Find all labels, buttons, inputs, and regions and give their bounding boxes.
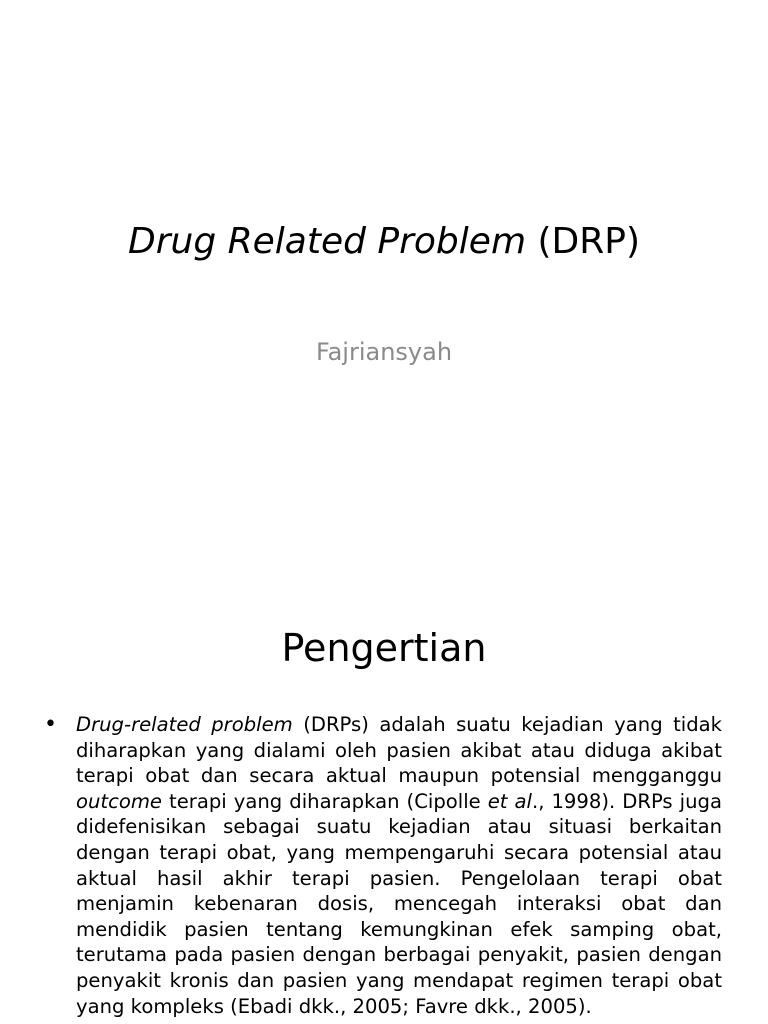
body-text-part: ., 1998). DRPs juga didefenisikan sebagai suatu kejadian atau situasi berkaitan dengan terapi obat, yang mempengaruhi secara potensial atau aktual hasil akhir terapi pasien. Pengelolaan terapi obat menjamin kebenaran dosis, mencegah interaksi obat dan mendidik pasien tentang kemungkinan efek samping obat, terutama pada pasien dengan berbagai penyakit, pasien dengan penyakit kronis dan pasien yang mendapat regimen terapi obat yang kompleks (Ebadi dkk., 2005; Favre dkk., 2005). bbox=[76, 789, 722, 1018]
bullet-marker: • bbox=[44, 712, 57, 737]
content-slide bbox=[0, 576, 768, 1024]
body-italic-etal: et al bbox=[487, 789, 532, 813]
slide-subtitle: Fajriansyah bbox=[315, 338, 453, 366]
body-paragraph bbox=[76, 712, 722, 1019]
body-italic-term: Drug-related problem bbox=[76, 713, 293, 736]
section-heading: Pengertian bbox=[281, 626, 487, 670]
body-italic-outcome: outcome bbox=[76, 789, 162, 813]
slide-title-plain: (DRP) bbox=[526, 221, 640, 262]
slide-title bbox=[0, 216, 768, 268]
body-text-part: terapi yang diharapkan (Cipolle bbox=[162, 789, 488, 813]
slide-title-italic: Drug Related Problem bbox=[127, 221, 527, 262]
body-text-part: (DRPs) adalah suatu kejadian yang tidak diharapkan yang dialami oleh pasien akibat atau diduga akibat terapi obat dan secara aktual maupun potensial mengganggu bbox=[76, 713, 722, 788]
